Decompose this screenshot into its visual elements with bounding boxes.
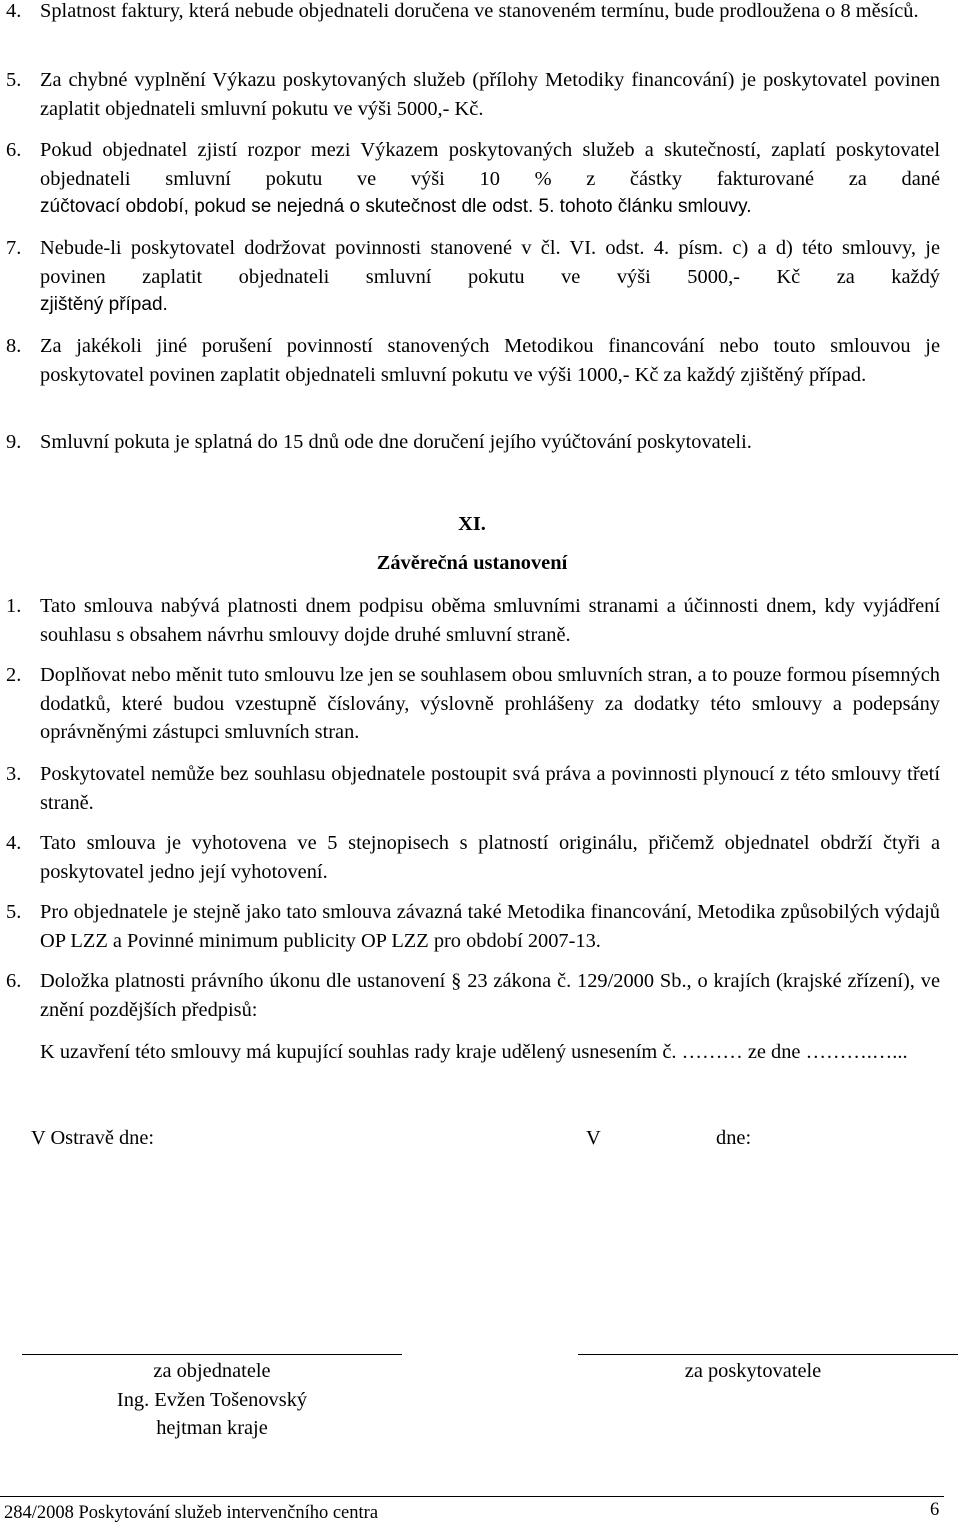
final-provision-1: [6, 592, 940, 649]
section-number: XI.: [458, 513, 486, 535]
paragraph-number: 1.: [6, 595, 22, 617]
paragraph-text: Tato smlouva je vyhotovena ve 5 stejnopisech s platností originálu, přičemž objednatel obdrží čtyři a poskytovatel jedno její vyhotovení.: [40, 832, 940, 883]
signatory-role: za poskytovatele: [684, 1360, 822, 1382]
final-provision-4: [6, 829, 940, 886]
signatory-role: za objednatele: [153, 1360, 271, 1382]
paragraph-4: [6, 0, 940, 26]
signing-place-right: V: [586, 1127, 601, 1149]
paragraph-text: Pokud objednatel zjistí rozpor mezi Výkazem poskytovaných služeb a skutečností, zaplatí poskytovatel objednateli smluvní pokutu ve výši 10 % z částky fakturované za dané: [40, 139, 940, 190]
signatory-title: hejtman kraje: [156, 1417, 268, 1439]
footer-document-title: 284/2008 Poskytování služeb intervenčního centra: [4, 1503, 379, 1523]
paragraph-5: [6, 66, 940, 123]
paragraph-6: [6, 136, 940, 222]
paragraph-number: 4.: [6, 0, 22, 22]
paragraph-number: 7.: [6, 237, 22, 259]
paragraph-text: Splatnost faktury, která nebude objednateli doručena ve stanoveném termínu, bude prodloužena o 8 měsíců.: [40, 0, 919, 22]
paragraph-number: 6.: [6, 970, 22, 992]
paragraph-text: Pro objednatele je stejně jako tato smlouva závazná také Metodika financování, Metodika způsobilých výdajů OP LZZ a Povinné minimum publicity OP LZZ pro období 2007-13.: [40, 901, 940, 952]
final-provision-6: [6, 967, 940, 1024]
paragraph-text: Nebude-li poskytovatel dodržovat povinnosti stanovené v čl. VI. odst. 4. písm. c) a d) této smlouvy, je povinen zaplatit objednateli smluvní pokutu ve výši 5000,- Kč za každý: [40, 237, 940, 288]
paragraph-number: 5.: [6, 901, 22, 923]
paragraph-number: 8.: [6, 335, 22, 357]
paragraph-number: 4.: [6, 832, 22, 854]
signature-line-right: [578, 1354, 958, 1355]
signature-block-right: [578, 1357, 928, 1386]
paragraph-text: Za jakékoli jiné porušení povinností stanovených Metodikou financování nebo touto smlouvou je poskytovatel povinen zaplatit objednateli smluvní pokutu ve výši 1000,- Kč za každý zjištěný případ.: [40, 335, 940, 386]
paragraph-text: Za chybné vyplnění Výkazu poskytovaných služeb (přílohy Metodiky financování) je poskytovatel povinen zaplatit objednateli smluvní pokutu ve výši 5000,- Kč.: [40, 69, 940, 120]
final-provision-3: [6, 760, 940, 817]
paragraph-text: Poskytovatel nemůže bez souhlasu objednatele postoupit svá práva a povinnosti plynoucí z této smlouvy třetí straně.: [40, 763, 940, 814]
signature-block-left: [22, 1357, 402, 1443]
signature-line-left: [22, 1354, 402, 1355]
final-provision-2: [6, 661, 940, 747]
paragraph-number: 2.: [6, 664, 22, 686]
paragraph-text-continued: zjištěný případ.: [40, 294, 168, 315]
paragraph-number: 3.: [6, 763, 22, 785]
footer-divider: [0, 1496, 944, 1497]
paragraph-text-continued: zúčtovací období, pokud se nejedná o skutečnost dle odst. 5. tohoto článku smlouvy.: [40, 196, 752, 217]
paragraph-8: [6, 332, 940, 389]
signing-date-right: dne:: [716, 1127, 752, 1149]
approval-clause: K uzavření této smlouvy má kupující souhlas rady kraje udělený usnesením č. ……… ze dne ……….…...: [40, 1041, 908, 1063]
signatory-name: Ing. Evžen Tošenovský: [116, 1388, 308, 1411]
paragraph-number: 5.: [6, 69, 22, 91]
paragraph-text: Doplňovat nebo měnit tuto smlouvu lze jen se souhlasem obou smluvních stran, a to pouze formou písemných dodatků, které budou vzestupně číslovány, výslovně prohlášeny za dodatky této smlouvy a podepsány oprávněnými zástupci smluvních stran.: [40, 664, 940, 743]
paragraph-number: 6.: [6, 139, 22, 161]
paragraph-number: 9.: [6, 431, 22, 453]
paragraph-9: [6, 428, 940, 457]
paragraph-text: Tato smlouva nabývá platnosti dnem podpisu oběma smluvními stranami a účinnosti dnem, kdy vyjádření souhlasu s obsahem návrhu smlouvy dojde druhé smluvní straně.: [40, 595, 940, 646]
paragraph-text: Smluvní pokuta je splatná do 15 dnů ode dne doručení jejího vyúčtování poskytovateli.: [40, 431, 752, 453]
page-number: 6: [930, 1500, 940, 1520]
section-title: Závěrečná ustanovení: [376, 552, 568, 574]
final-provision-5: [6, 898, 940, 955]
signing-place-left: V Ostravě dne:: [31, 1127, 155, 1149]
paragraph-7: [6, 234, 940, 320]
paragraph-text: Doložka platnosti právního úkonu dle ustanovení § 23 zákona č. 129/2000 Sb., o krajích (krajské zřízení), ve znění pozdějších předpisů:: [40, 970, 940, 1021]
